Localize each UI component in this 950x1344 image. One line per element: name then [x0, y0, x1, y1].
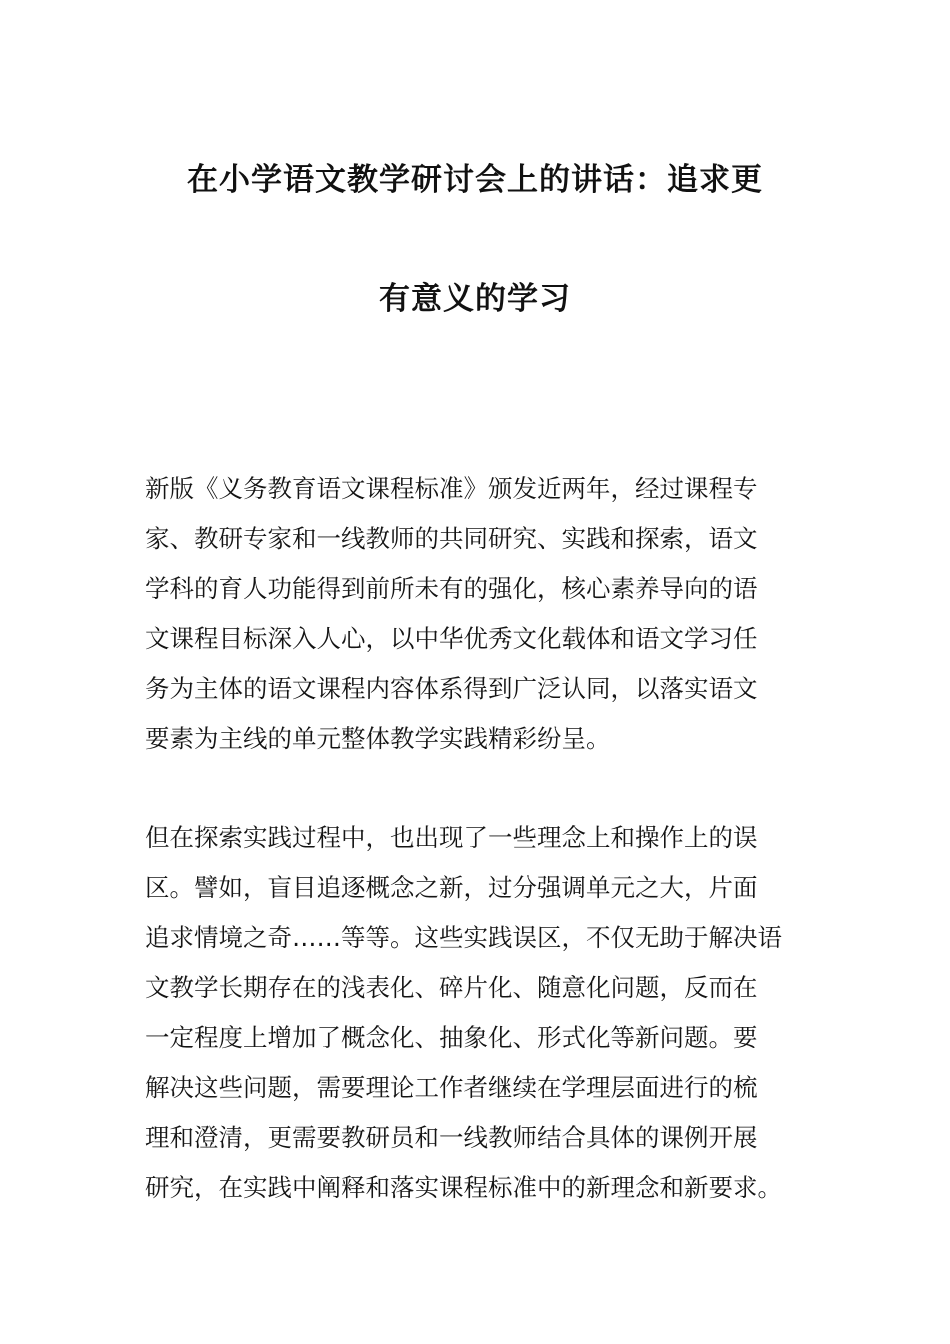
document-title-line-1: 在小学语文教学研讨会上的讲话：追求更: [187, 162, 763, 198]
document-title-line-2: 有意义的学习: [379, 281, 571, 317]
paragraph-1-line-6: 要素为主线的单元整体教学实践精彩纷呈。: [145, 724, 611, 753]
paragraph-1-line-2: 家、教研专家和一线教师的共同研究、实践和探索，语文: [145, 524, 758, 553]
paragraph-2-line-5: 一定程度上增加了概念化、抽象化、形式化等新问题。要: [145, 1023, 758, 1052]
paragraph-2-line-6: 解决这些问题，需要理论工作者继续在学理层面进行的梳: [145, 1073, 758, 1102]
paragraph-1-line-3: 学科的育人功能得到前所未有的强化，核心素养导向的语: [145, 574, 758, 603]
paragraph-2-line-1: 但在探索实践过程中，也出现了一些理念上和操作上的误: [145, 823, 758, 852]
paragraph-2-line-2: 区。譬如，盲目追逐概念之新，过分强调单元之大，片面: [145, 873, 758, 902]
paragraph-2-line-7: 理和澄清，更需要教研员和一线教师结合具体的课例开展: [145, 1123, 758, 1152]
paragraph-1-line-1: 新版《义务教育语文课程标准》颁发近两年，经过课程专: [145, 474, 758, 503]
paragraph-2-line-8: 研究，在实践中阐释和落实课程标准中的新理念和新要求。: [145, 1173, 782, 1202]
paragraph-2-line-4: 文教学长期存在的浅表化、碎片化、随意化问题，反而在: [145, 973, 758, 1002]
paragraph-1-line-5: 务为主体的语文课程内容体系得到广泛认同，以落实语文: [145, 674, 758, 703]
paragraph-2-line-3: 追求情境之奇……等等。这些实践误区，不仅无助于解决语: [145, 923, 782, 952]
paragraph-1-line-4: 文课程目标深入人心，以中华优秀文化载体和语文学习任: [145, 624, 758, 653]
